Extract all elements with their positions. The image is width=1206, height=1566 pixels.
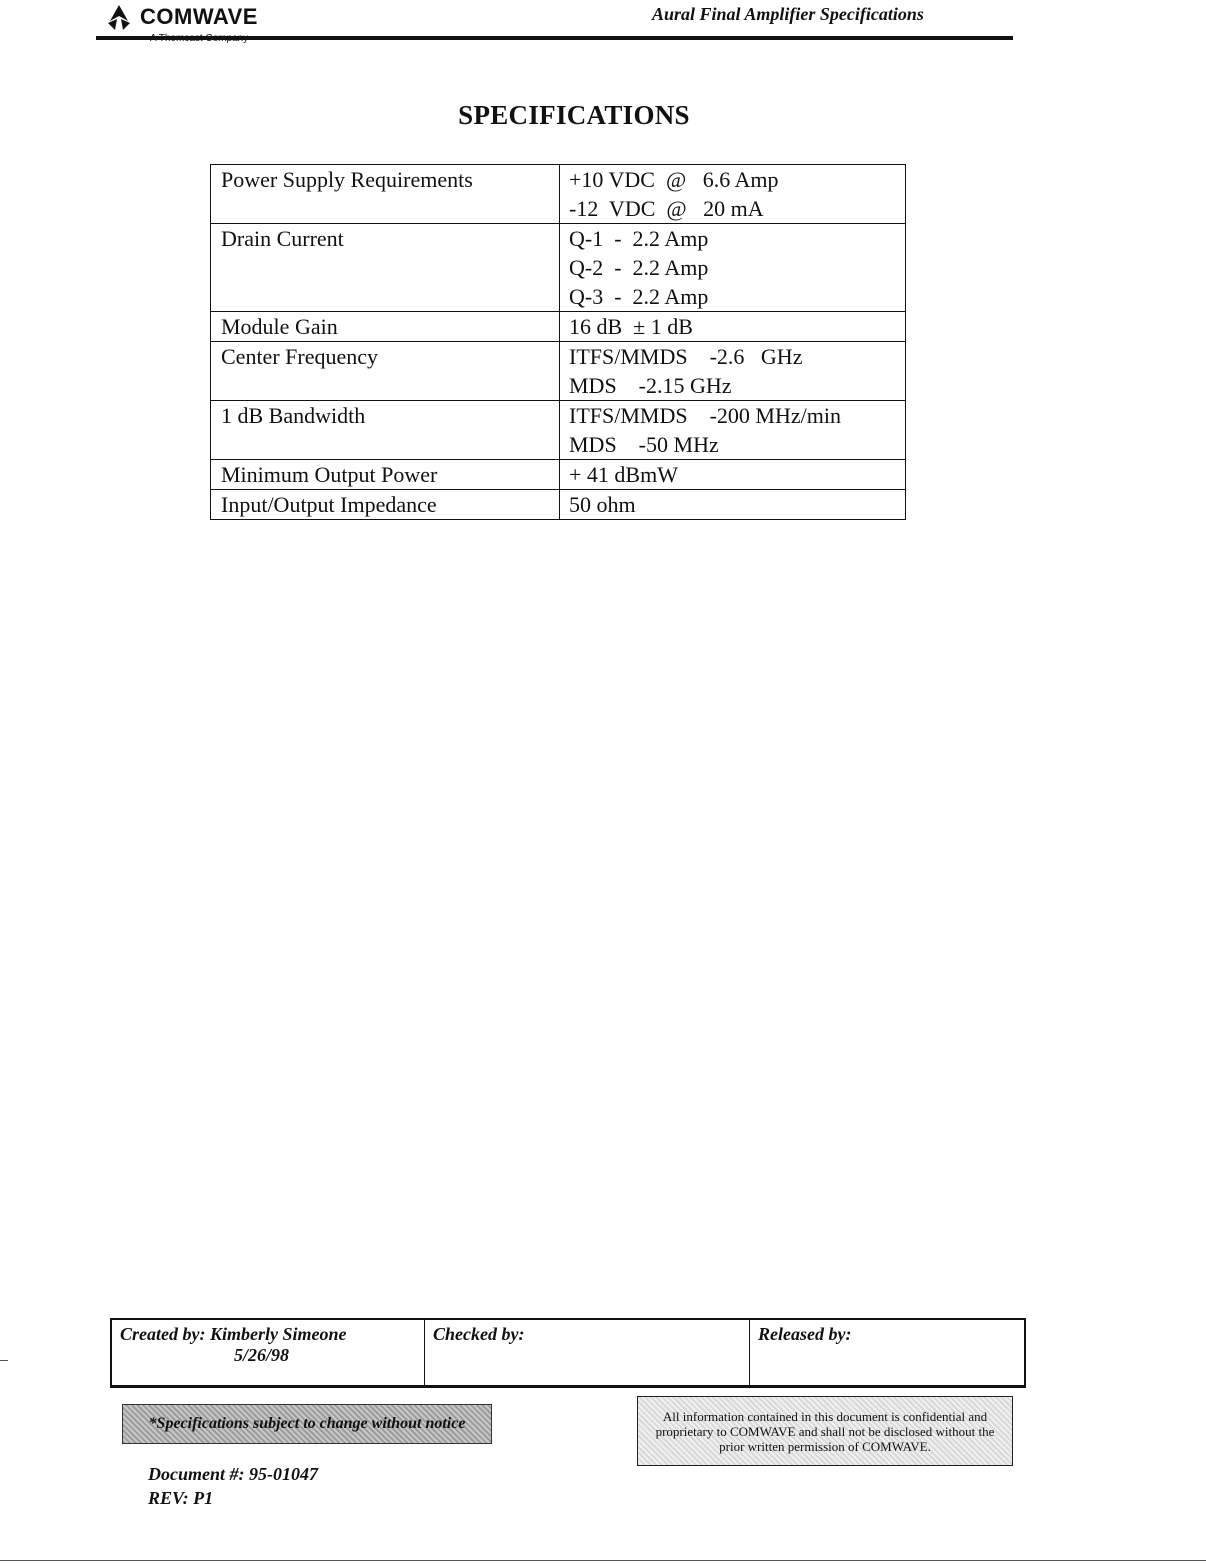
signature-table — [110, 1318, 1026, 1388]
spec-value — [560, 342, 906, 401]
spec-label: 1 dB Bandwidth — [211, 401, 560, 460]
document-info — [148, 1462, 318, 1510]
spec-value-line: + 41 dBmW — [569, 462, 678, 487]
spec-label: Minimum Output Power — [211, 460, 560, 490]
spec-value — [560, 490, 906, 520]
spec-label: Drain Current — [211, 224, 560, 312]
spec-value-line: +10 VDC @ 6.6 Amp — [569, 167, 779, 192]
comwave-logo-icon — [104, 3, 134, 31]
spec-value-line: 50 ohm — [569, 492, 636, 517]
spec-value — [560, 401, 906, 460]
spec-label: Input/Output Impedance — [211, 490, 560, 520]
spec-value — [560, 165, 906, 224]
page-heading: SPECIFICATIONS — [458, 100, 690, 130]
spec-value-line: -12 VDC @ 20 mA — [569, 196, 764, 221]
specifications-table — [210, 164, 906, 520]
spec-label: Center Frequency — [211, 342, 560, 401]
created-by: Created by: Kimberly Simeone — [120, 1324, 347, 1344]
created-date: 5/26/98 — [234, 1345, 290, 1365]
margin-mark — [0, 1360, 8, 1361]
logo-text: COMWAVE — [140, 4, 258, 29]
spec-value-line: MDS -50 MHz — [569, 432, 719, 457]
spec-row — [211, 312, 906, 342]
spec-value-line: Q-3 - 2.2 Amp — [569, 284, 709, 309]
spec-value-line: Q-2 - 2.2 Amp — [569, 255, 709, 280]
spec-value-line: 16 dB ± 1 dB — [569, 314, 693, 339]
spec-row — [211, 401, 906, 460]
spec-row — [211, 342, 906, 401]
spec-row — [211, 460, 906, 490]
spec-label: Module Gain — [211, 312, 560, 342]
checked-by: Checked by: — [433, 1324, 525, 1344]
company-logo — [104, 2, 258, 32]
spec-row — [211, 165, 906, 224]
footer-rule — [0, 1560, 1206, 1561]
confidentiality-notice: All information contained in this document is confidential and proprietary to COMWAVE and shall not be disclosed without the prior written permission of COMWAVE. — [637, 1396, 1013, 1466]
header-rule — [96, 36, 1013, 40]
revision: REV: P1 — [148, 1488, 214, 1508]
created-by-cell — [111, 1319, 425, 1387]
document-number: Document #: 95-01047 — [148, 1464, 318, 1484]
spec-value — [560, 312, 906, 342]
spec-value-line: MDS -2.15 GHz — [569, 373, 732, 398]
released-by: Released by: — [758, 1324, 852, 1344]
change-notice: *Specifications subject to change without notice — [122, 1404, 492, 1444]
spec-value-line: ITFS/MMDS -200 MHz/min — [569, 403, 841, 428]
spec-value-line: Q-1 - 2.2 Amp — [569, 226, 709, 251]
spec-value — [560, 460, 906, 490]
spec-label: Power Supply Requirements — [211, 165, 560, 224]
document-title: Aural Final Amplifier Specifications — [652, 4, 924, 24]
checked-by-cell — [425, 1319, 750, 1387]
spec-value — [560, 224, 906, 312]
spec-value-line: ITFS/MMDS -2.6 GHz — [569, 344, 803, 369]
spec-row — [211, 490, 906, 520]
spec-row — [211, 224, 906, 312]
released-by-cell — [750, 1319, 1026, 1387]
